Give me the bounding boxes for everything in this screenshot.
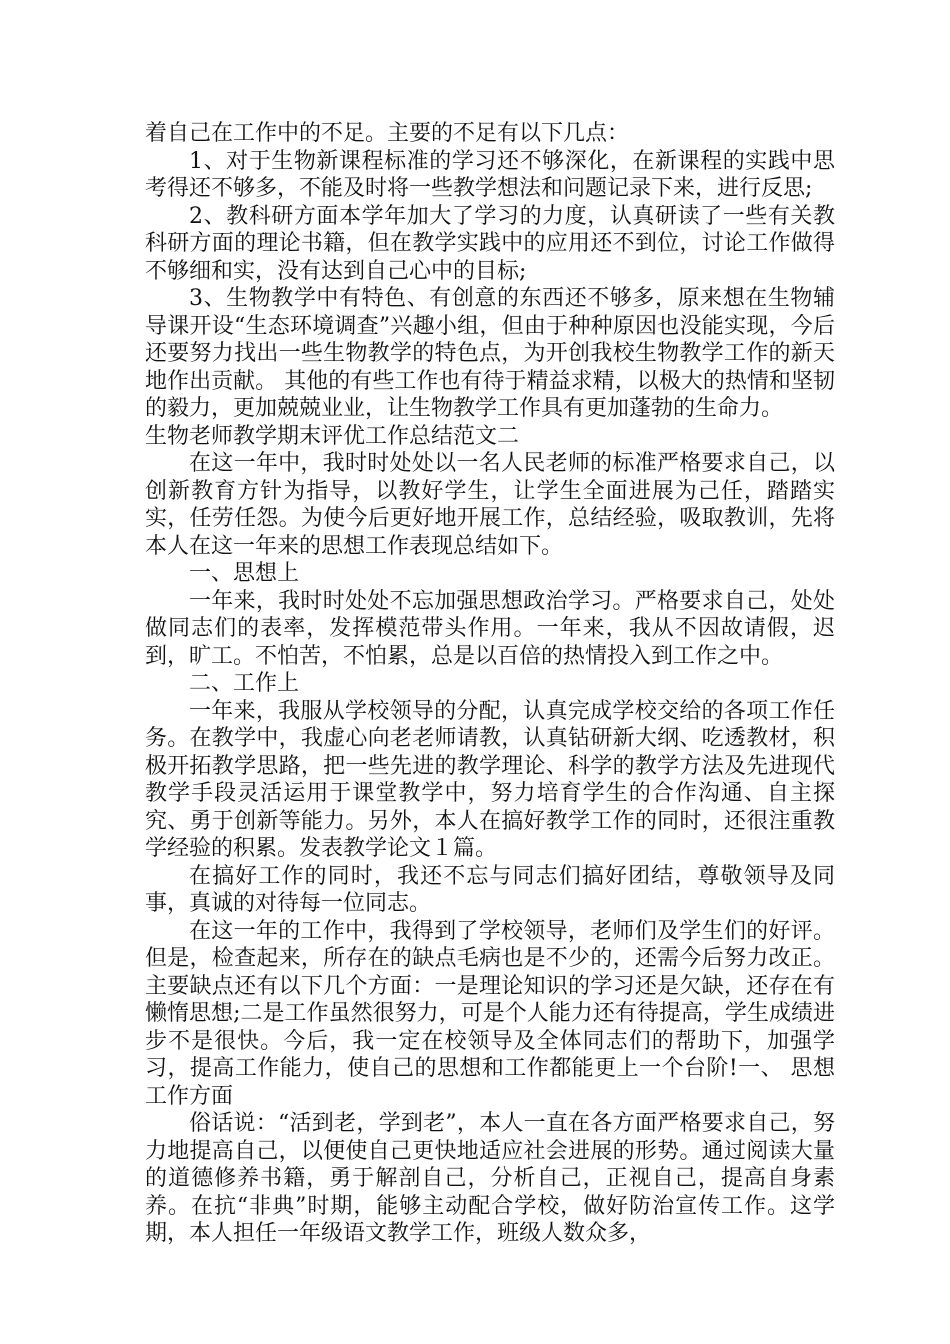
paragraph-thought: 一年来，我时时处处不忘加强思想政治学习。严格要求自己，处处做同志们的表率，发挥模范带头作用。一年来，我从不因故请假，迟到，旷工。不怕苦，不怕累，总是以百倍的热情投入到工作之中。 <box>145 588 835 669</box>
heading-thought: 一、思想上 <box>189 561 300 586</box>
paragraph-unity: 在搞好工作的同时，我还不忘与同志们搞好团结，尊敬领导及同事，真诚的对待每一位同志。 <box>145 863 835 916</box>
paragraph-shortcoming-3: 3、生物教学中有特色、有创意的东西还不够多，原来想在生物辅导课开设“生态环境调查”兴趣小组，但由于种种原因也没能实现，今后还要努力找出一些生物教学的特色点，为开创我校生物教学工作的新天地作出贡献。 其他的有些工作也有待于精益求精，以极大的热情和坚韧的毅力，更加兢兢业业，让生物教学工作具有更加蓬勃的生命力。 <box>145 286 835 421</box>
paragraph-overview: 在这一年中，我时时处处以一名人民老师的标准严格要求自己，以创新教育方针为指导，以教好学生，让学生全面进展为己任，踏踏实实，任劳任怨。为使今后更好地开展工作，总结经验，吸取教训，先将本人在这一年来的思想工作表现总结如下。 <box>145 451 835 559</box>
paragraph-proverb: 俗话说：“活到老，学到老”，本人一直在各方面严格要求自己，努力地提高自己，以便使自己更快地适应社会进展的形势。通过阅读大量的道德修养书籍，勇于解剖自己，分析自己，正视自己，提高自身素养。在抗“非典”时期，能够主动配合学校，做好防治宣传工作。这学期，本人担任一年级语文教学工作，班级人数众多， <box>145 1111 835 1246</box>
section-title: 生物老师教学期末评优工作总结范文二 <box>145 423 520 449</box>
document-body <box>145 120 835 1248</box>
paragraph-intro: 着自己在工作中的不足。主要的不足有以下几点： <box>145 121 630 146</box>
heading-work: 二、工作上 <box>189 671 300 696</box>
paragraph-review: 在这一年的工作中，我得到了学校领导，老师们及学生们的好评。但是，检查起来，所存在的缺点毛病也是不少的，还需今后努力改正。主要缺点还有以下几个方面：一是理论知识的学习还是欠缺，还存在有懒惰思想;二是工作虽然很努力，可是个人能力还有待提高，学生成绩进步不是很快。今后，我一定在校领导及全体同志们的帮助下，加强学习，提高工作能力，使自己的思想和工作都能更上一个台阶!一、 思想工作方面 <box>145 918 835 1109</box>
paragraph-shortcoming-2: 2、教科研方面本学年加大了学习的力度，认真研读了一些有关教科研方面的理论书籍，但在教学实践中的应用还不到位，讨论工作做得不够细和实，没有达到自己心中的目标; <box>145 203 835 284</box>
paragraph-work: 一年来，我服从学校领导的分配，认真完成学校交给的各项工作任务。在教学中，我虚心向老老师请教，认真钻研新大纲、吃透教材，积极开拓教学思路，把一些先进的教学理论、科学的教学方法及先进现代教学手段灵活运用于课堂教学中，努力培育学生的合作沟通、自主探究、勇于创新等能力。另外，本人在搞好教学工作的同时，还很注重教学经验的积累。发表教学论文１篇。 <box>145 698 835 861</box>
paragraph-shortcoming-1: 1、对于生物新课程标准的学习还不够深化，在新课程的实践中思考得还不够多，不能及时将一些教学想法和问题记录下来，进行反思; <box>145 148 835 201</box>
